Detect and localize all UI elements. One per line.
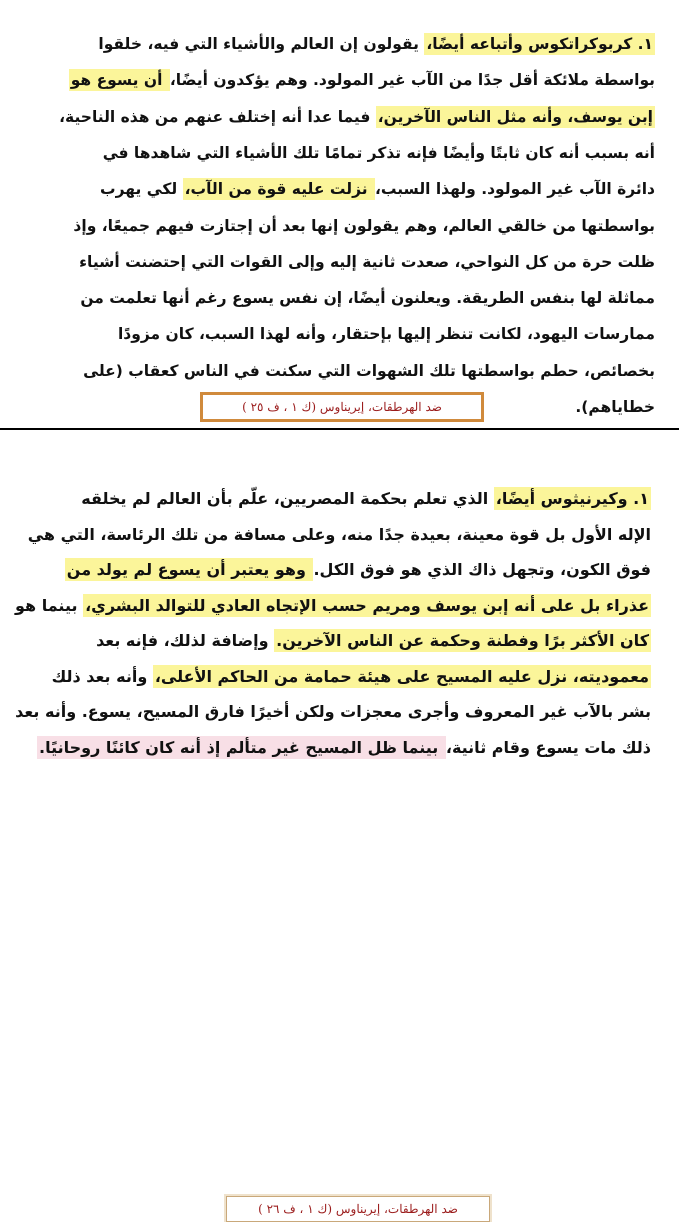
highlighted-phrase: نزلت عليه قوة من الآب، <box>184 180 373 199</box>
highlighted-phrase: ١. كربوكراتكوس وأتباعه أيضًا، <box>426 35 653 53</box>
text-run: دائرة الآب غير المولود. ولهذا السبب، <box>374 180 655 199</box>
text-line <box>83 362 655 380</box>
text-line <box>79 253 655 271</box>
citation-box-1 <box>200 392 484 422</box>
text-run: خطاياهم). <box>575 398 655 416</box>
text-run: فوق الكون، وتجهل ذاك الذي هو فوق الكل. <box>313 560 651 579</box>
highlighted-phrase: وهو يعتبر أن يسوع لم يولد من <box>66 560 312 579</box>
text-run: ممارسات اليهود، لكانت تنظر إليها بإحتقار، وأنه لهذا السبب، كان مزودًا <box>117 325 655 344</box>
text-run: بخصائص، حطم بواسطتها تلك الشهوات التي سكنت في الناس كعقاب (على <box>83 361 655 380</box>
text-line <box>52 667 651 686</box>
text-run: مماثلة لها بنفس الطريقة. ويعلنون أيضًا، إن نفس يسوع رغم أنها تعلمت من <box>80 289 655 308</box>
text-run: يقولون إن العالم والأشياء التي فيه، خلقوا <box>98 35 425 53</box>
pink-highlighted-phrase: بينما ظل المسيح غير متألم إذ أنه كان كائنًا روحانيًا. <box>38 737 444 757</box>
text-run: بشر بالآب غير المعروف وأجرى معجزات ولكن أخيرًا فارق المسيح، يسوع. وأنه بعد <box>15 702 651 721</box>
text-line <box>81 489 651 508</box>
text-line <box>69 71 655 89</box>
text-run: الذي تعلم بحكمة المصريين، علّم بأن العالم لم يخلقه <box>81 489 494 508</box>
citation-box-2 <box>226 1196 490 1222</box>
highlighted-phrase: أن يسوع هو <box>70 71 168 90</box>
text-run: الإله الأول بل قوة معينة، بعيدة جدًا منه، وعلى مسافة من تلك الرئاسة، التي هي <box>27 524 651 544</box>
text-run: ظلت حرة من كل النواحي، صعدت ثانية إليه وإلى القوات التي إحتضنت أشياء <box>79 252 655 271</box>
highlighted-phrase: معموديته، نزل عليه المسيح على هيئة حمامة من الحاكم الأعلى، <box>154 666 649 686</box>
text-line <box>100 180 655 198</box>
text-line <box>59 108 655 126</box>
text-line <box>37 738 651 757</box>
text-run: وأنه بعد ذلك <box>51 666 153 686</box>
highlighted-phrase: ١. وكيرنيثوس أيضًا، <box>495 489 649 508</box>
text-run: وإضافة لذلك، فإنه بعد <box>96 631 275 650</box>
text-line <box>15 596 651 615</box>
excerpt-2-panel <box>0 430 679 1216</box>
text-line <box>65 560 651 579</box>
text-line <box>96 631 651 650</box>
text-run: لكي يهرب <box>100 180 183 199</box>
highlighted-phrase: إبن يوسف، وأنه مثل الناس الآخرين، <box>377 107 653 126</box>
excerpt-1-panel <box>0 0 679 428</box>
text-run: بينما هو <box>15 595 84 615</box>
text-line <box>103 144 655 162</box>
text-line <box>80 289 655 307</box>
text-line <box>98 35 655 53</box>
text-line <box>15 702 651 721</box>
text-line <box>575 398 655 416</box>
text-run: بواسطتها من خالقي العالم، وهم يقولون إنها بعد أن إجتازت فيهم جميعًا، وإذ <box>73 216 655 235</box>
text-line <box>118 325 655 343</box>
text-line <box>28 525 651 544</box>
citation-text-1: ضد الهرطقات، إيريناوس (ك ١ ، ف ٢٥ ) <box>242 400 442 414</box>
text-run: أنه بسبب أنه كان ثابتًا وأيضًا فإنه تذكر تمامًا تلك الأشياء التي شاهدها في <box>102 143 655 162</box>
text-line <box>73 217 655 235</box>
highlighted-phrase: كان الأكثر برًا وفطنة وحكمة عن الناس الآخرين. <box>276 631 649 650</box>
text-run: بواسطة ملائكة أقل جدًا من الآب غير المولود. وهم يؤكدون أيضًا، <box>169 71 655 90</box>
text-run: ذلك مات يسوع وقام ثانية، <box>445 737 651 757</box>
citation-text-2: ضد الهرطقات، إيريناوس (ك ١ ، ف ٢٦ ) <box>258 1202 458 1216</box>
text-run: فيما عدا أنه إختلف عنهم من هذه الناحية، <box>59 107 376 126</box>
highlighted-phrase: عذراء بل على أنه إبن يوسف ومريم حسب الإتجاه العادي للتوالد البشري، <box>85 595 649 615</box>
